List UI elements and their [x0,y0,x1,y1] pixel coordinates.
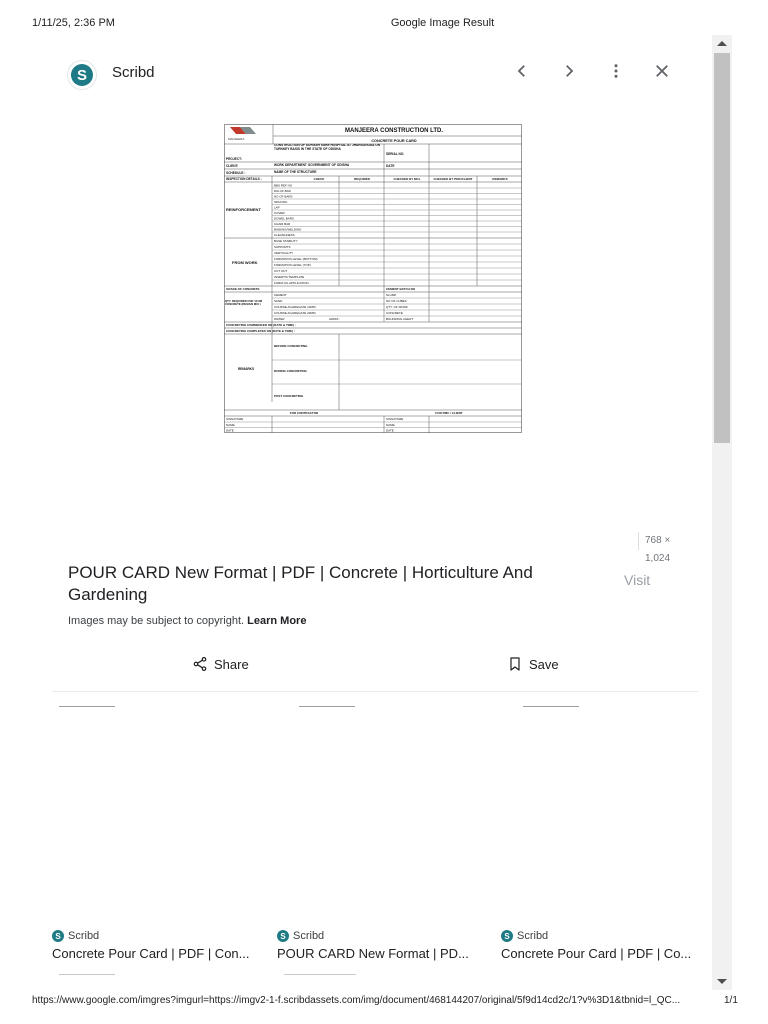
result-title[interactable]: POUR CARD New Format | PDF | Concrete | Horticulture And Gardening [68,563,533,604]
sig-row: DATE [226,428,234,433]
form-item: FORMATION LEVEL (TOP) [274,263,311,267]
related-source-name: Scribd [293,930,325,942]
related-thumbnail[interactable] [52,715,252,925]
share-icon [192,656,208,672]
close-button[interactable] [648,57,676,85]
form-item: INSERTS/ TEMPLATE [274,275,305,279]
save-button[interactable] [507,652,559,676]
sig-row: SIGNATURE [386,417,404,421]
col-check: CHECK [313,177,325,181]
schedule-label: SCHEDULE : [226,171,246,175]
qty-item: COURSE AGGREGATE 10MM [274,305,316,309]
pour-card-document-image[interactable] [224,124,522,436]
bookmark-icon [507,656,523,672]
reinf-item: NO OF BARS [274,194,293,199]
visit-button[interactable]: Visit [624,572,651,588]
share-button[interactable] [192,652,249,676]
form-item: CUT OUT [274,269,288,273]
grade-label: GRADE OF CONCRETE [226,287,260,291]
previous-image-button[interactable] [508,57,536,85]
more-vertical-icon [607,62,625,80]
form-item: FORM OIL APPLICATION [274,281,309,285]
related-thumbnail[interactable] [277,715,477,925]
reinf-item: LAP [274,205,280,210]
related-title[interactable]: POUR CARD New Format | PD... [277,946,469,961]
reinf-item: BINDING/WELDING [274,227,302,232]
reinf-item: CLEANLINESS [274,233,295,237]
reinf-item: DIA OF BAR [274,189,291,193]
chevron-right-icon [560,62,578,80]
remarks-item: DURING CONCRETING [274,369,307,373]
right-item: BOUNDING AGENT [386,317,414,321]
cement-batch-label: CEMENT BATCH NO [386,287,416,291]
project-value: CONSTRUCTION OF DURGAH SURE HOSPITAL AT JHARSUGUDA ON TURNKEY BASIS IN THE STATE OF ODISHA [274,144,381,151]
chevron-left-icon [513,62,531,80]
reinf-item: SPACING [274,200,288,204]
related-source-name: Scribd [68,930,100,942]
print-url: https://www.google.com/imgres?imgurl=https://imgv2-1-f.scribdassets.com/img/document/468144207/original/5f9d14cd2c/1?v%3D1&tbnid=l_QC... [32,995,681,1006]
commenced-label: CONCRETING COMMENCED ON (DATE & TIME) : [226,323,296,327]
related-result[interactable] [37,703,253,990]
save-label: Save [529,656,559,672]
form-item: SUPPORTS [274,245,291,249]
right-item: CONCRETE [386,311,403,315]
remarks-label: REMARKS [238,367,255,371]
scroll-down-arrow-icon[interactable] [717,979,727,984]
scribd-favicon-icon: S [501,930,513,942]
right-item: SLUMP [386,293,397,297]
client-label: CLIENT: [226,164,239,168]
reinf-item: COVER [274,211,285,215]
serial-label: SERIAL NO. [386,152,405,156]
sig-row: DATE [386,428,394,433]
scroll-up-arrow-icon[interactable] [717,41,727,46]
logo-text: MANJEERA [228,137,245,141]
qty-label: QTY. REQUIRED FOR 1CUM CONCRETE (DESIGN MIX ) [225,300,263,307]
qty-item: ADMIX : [329,317,341,321]
qty-item: COURSE AGGREGATE 20MM [274,311,316,315]
col-checked-mcl: CHECKED BY MCL [393,177,421,181]
thumb-top-line [59,706,115,707]
col-remarks: REMARKS [492,177,508,181]
print-timestamp: 1/11/25, 2:36 PM [32,17,115,29]
thumb-top-line [523,706,579,707]
schedule-value: NAME OF THE STRUCTURE [274,170,317,174]
form-item: BASE STABILITY [274,239,298,243]
scribd-logo-letter: S [71,64,93,86]
related-title[interactable]: Concrete Pour Card | PDF | Con... [52,946,250,961]
scrollbar-thumb[interactable] [714,53,730,443]
reinforcement-label: REINFORCEMENT [226,207,261,212]
completed-label: CONCRETING COMPLETED ON (DATE & TIME) : [226,329,295,333]
print-footer [0,995,768,1009]
for-pmc: FOR PMC / CLIENT [435,411,463,415]
qty-item: CEMENT [274,293,287,297]
thumb-top-line [299,706,355,707]
copyright-text: Images may be subject to copyright. [68,615,245,627]
date-label: DATE [386,164,395,168]
reinf-item: BBS REF NO [274,183,293,188]
close-icon [653,62,671,80]
print-title: Google Image Result [390,17,495,29]
formwork-label: FROM WORK [232,260,258,265]
col-checked-pmc: CHECKED BY PMC/CLIENT [433,177,473,181]
copyright-notice [68,615,306,627]
company-name: MANJEERA CONSTRUCTION LTD. [345,128,443,134]
section-divider [52,691,698,692]
scribd-logo-icon[interactable] [67,60,97,90]
related-source [52,930,99,942]
print-header [0,0,768,40]
right-item: QTY. OF WORK [386,305,408,309]
related-result[interactable] [262,703,478,990]
qty-item: WATER [274,317,285,321]
related-source-name: Scribd [517,930,549,942]
thumb-bottom-line [59,974,115,975]
share-label: Share [214,656,249,672]
related-thumbnail[interactable] [501,715,701,925]
vertical-scrollbar[interactable] [712,35,732,990]
scribd-favicon-icon: S [277,930,289,942]
related-source [277,930,324,942]
remarks-item: BEFORE CONCRETING [274,344,308,348]
print-page-number: 1/1 [724,995,738,1006]
learn-more-link[interactable]: Learn More [247,615,307,627]
thumb-bottom-line [284,974,356,975]
related-title[interactable]: Concrete Pour Card | PDF | Co... [501,946,692,961]
sig-row: SIGNATURE [226,417,244,421]
next-image-button[interactable] [555,57,583,85]
sig-row: NAME [226,423,235,427]
related-result[interactable] [486,703,702,990]
client-value: WORK DEPARTMENT GOVERNMENT OF ODISHA [274,163,350,167]
for-contractor: FOR CONTRACTOR [289,411,319,415]
site-name[interactable]: Scribd [112,64,155,81]
form-item: FORMATION LEVEL (BOTTOM) [274,257,318,261]
remarks-item: POST CONCRETING [274,394,304,398]
col-required: REQUIRED [354,177,370,181]
card-title: CONCRETE POUR CARD [371,139,417,143]
image-preview-area[interactable] [37,97,713,557]
reinf-item: DOWEL BARS [274,216,294,221]
form-item: VERTICALITY [274,251,294,255]
project-label: PROJECT: [226,157,242,161]
more-options-button[interactable] [602,57,630,85]
reinf-item: CHAIR BAR [274,222,291,226]
inspection-label: INSPECTION DETAILS : [226,177,262,181]
scribd-favicon-icon: S [52,930,64,942]
sig-row: NAME [386,423,395,427]
qty-item: SAND [274,299,283,303]
related-source [501,930,548,942]
right-item: NO OF CUBES [386,299,407,303]
image-dimensions: 768 × 1,024 [638,532,698,550]
image-viewer-panel [37,35,733,990]
